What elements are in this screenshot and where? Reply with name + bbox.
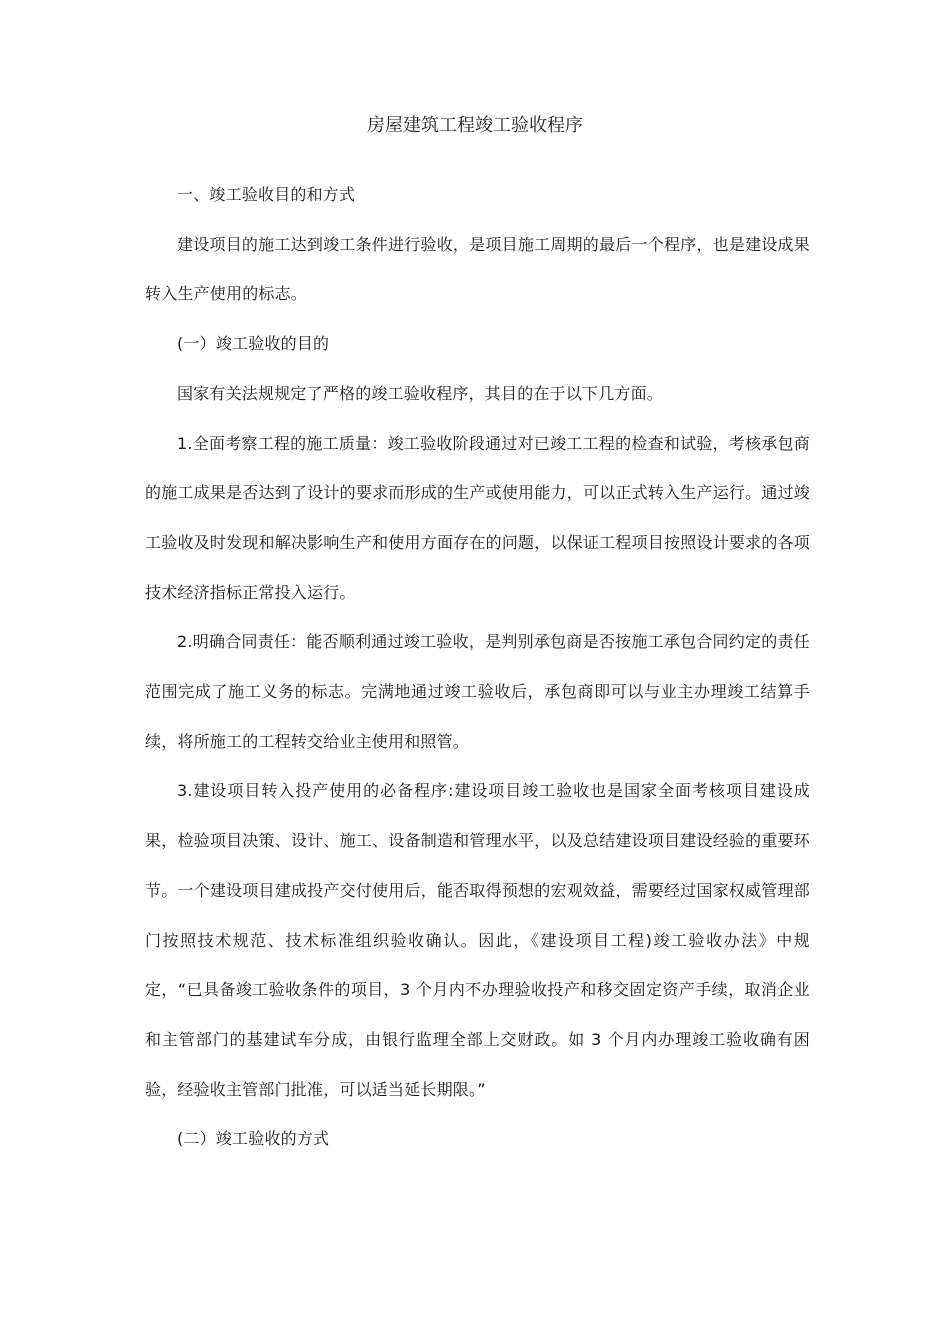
subsection-heading: (一）竣工验收的目的 [177, 334, 330, 354]
body-paragraph: 1.全面考察工程的施工质量：竣工验收阶段通过对已竣工工程的检查和试验，考核承包商的施工成果是否达到了设计的要求而形成的生产或使用能力，可以正式转入生产运行。通过竣工验收及时发现和解决影响生产和使用方面存在的问题，以保证工程项目按照设计要求的各项技术经济指标正常投入运行。 [145, 433, 810, 602]
body-paragraph: 建设项目的施工达到竣工条件进行验收，是项目施工周期的最后一个程序，也是建设成果转入生产使用的标志。 [145, 234, 810, 304]
subsection-heading: (二）竣工验收的方式 [177, 1129, 330, 1149]
body-paragraph: 2.明确合同责任：能否顺利通过竣工验收，是判别承包商是否按施工承包合同约定的责任范围完成了施工义务的标志。完满地通过竣工验收后，承包商即可以与业主办理竣工结算手续，将所施工的工程转交给业主使用和照管。 [145, 632, 810, 751]
document-body [145, 170, 810, 1164]
document-title: 房屋建筑工程竣工验收程序 [367, 115, 583, 136]
body-paragraph: 国家有关法规规定了严格的竣工验收程序，其目的在于以下几方面。 [177, 383, 664, 403]
section-heading: 一、竣工验收目的和方式 [177, 185, 356, 204]
body-paragraph: 3.建设项目转入投产使用的必备程序:建设项目竣工验收也是国家全面考核项目建设成果，检验项目决策、设计、施工、设备制造和管理水平，以及总结建设项目建设经验的重要环节。一个建设项目建成投产交付使用后，能否取得预想的宏观效益，需要经过国家权威管理部门按照技术规范、技术标准组织验收确认。因此，《建设项目工程)竣工验收办法》中规定，“已具备竣工验收条件的项目，3 个月内不办理验收投产和移交固定资产手续，取消企业和主管部门的基建试车分成，由银行监理全部上交财政。如 3 个月内办理竣工验收确有困验，经验收主管部门批准，可以适当延长期限。” [145, 781, 810, 1099]
